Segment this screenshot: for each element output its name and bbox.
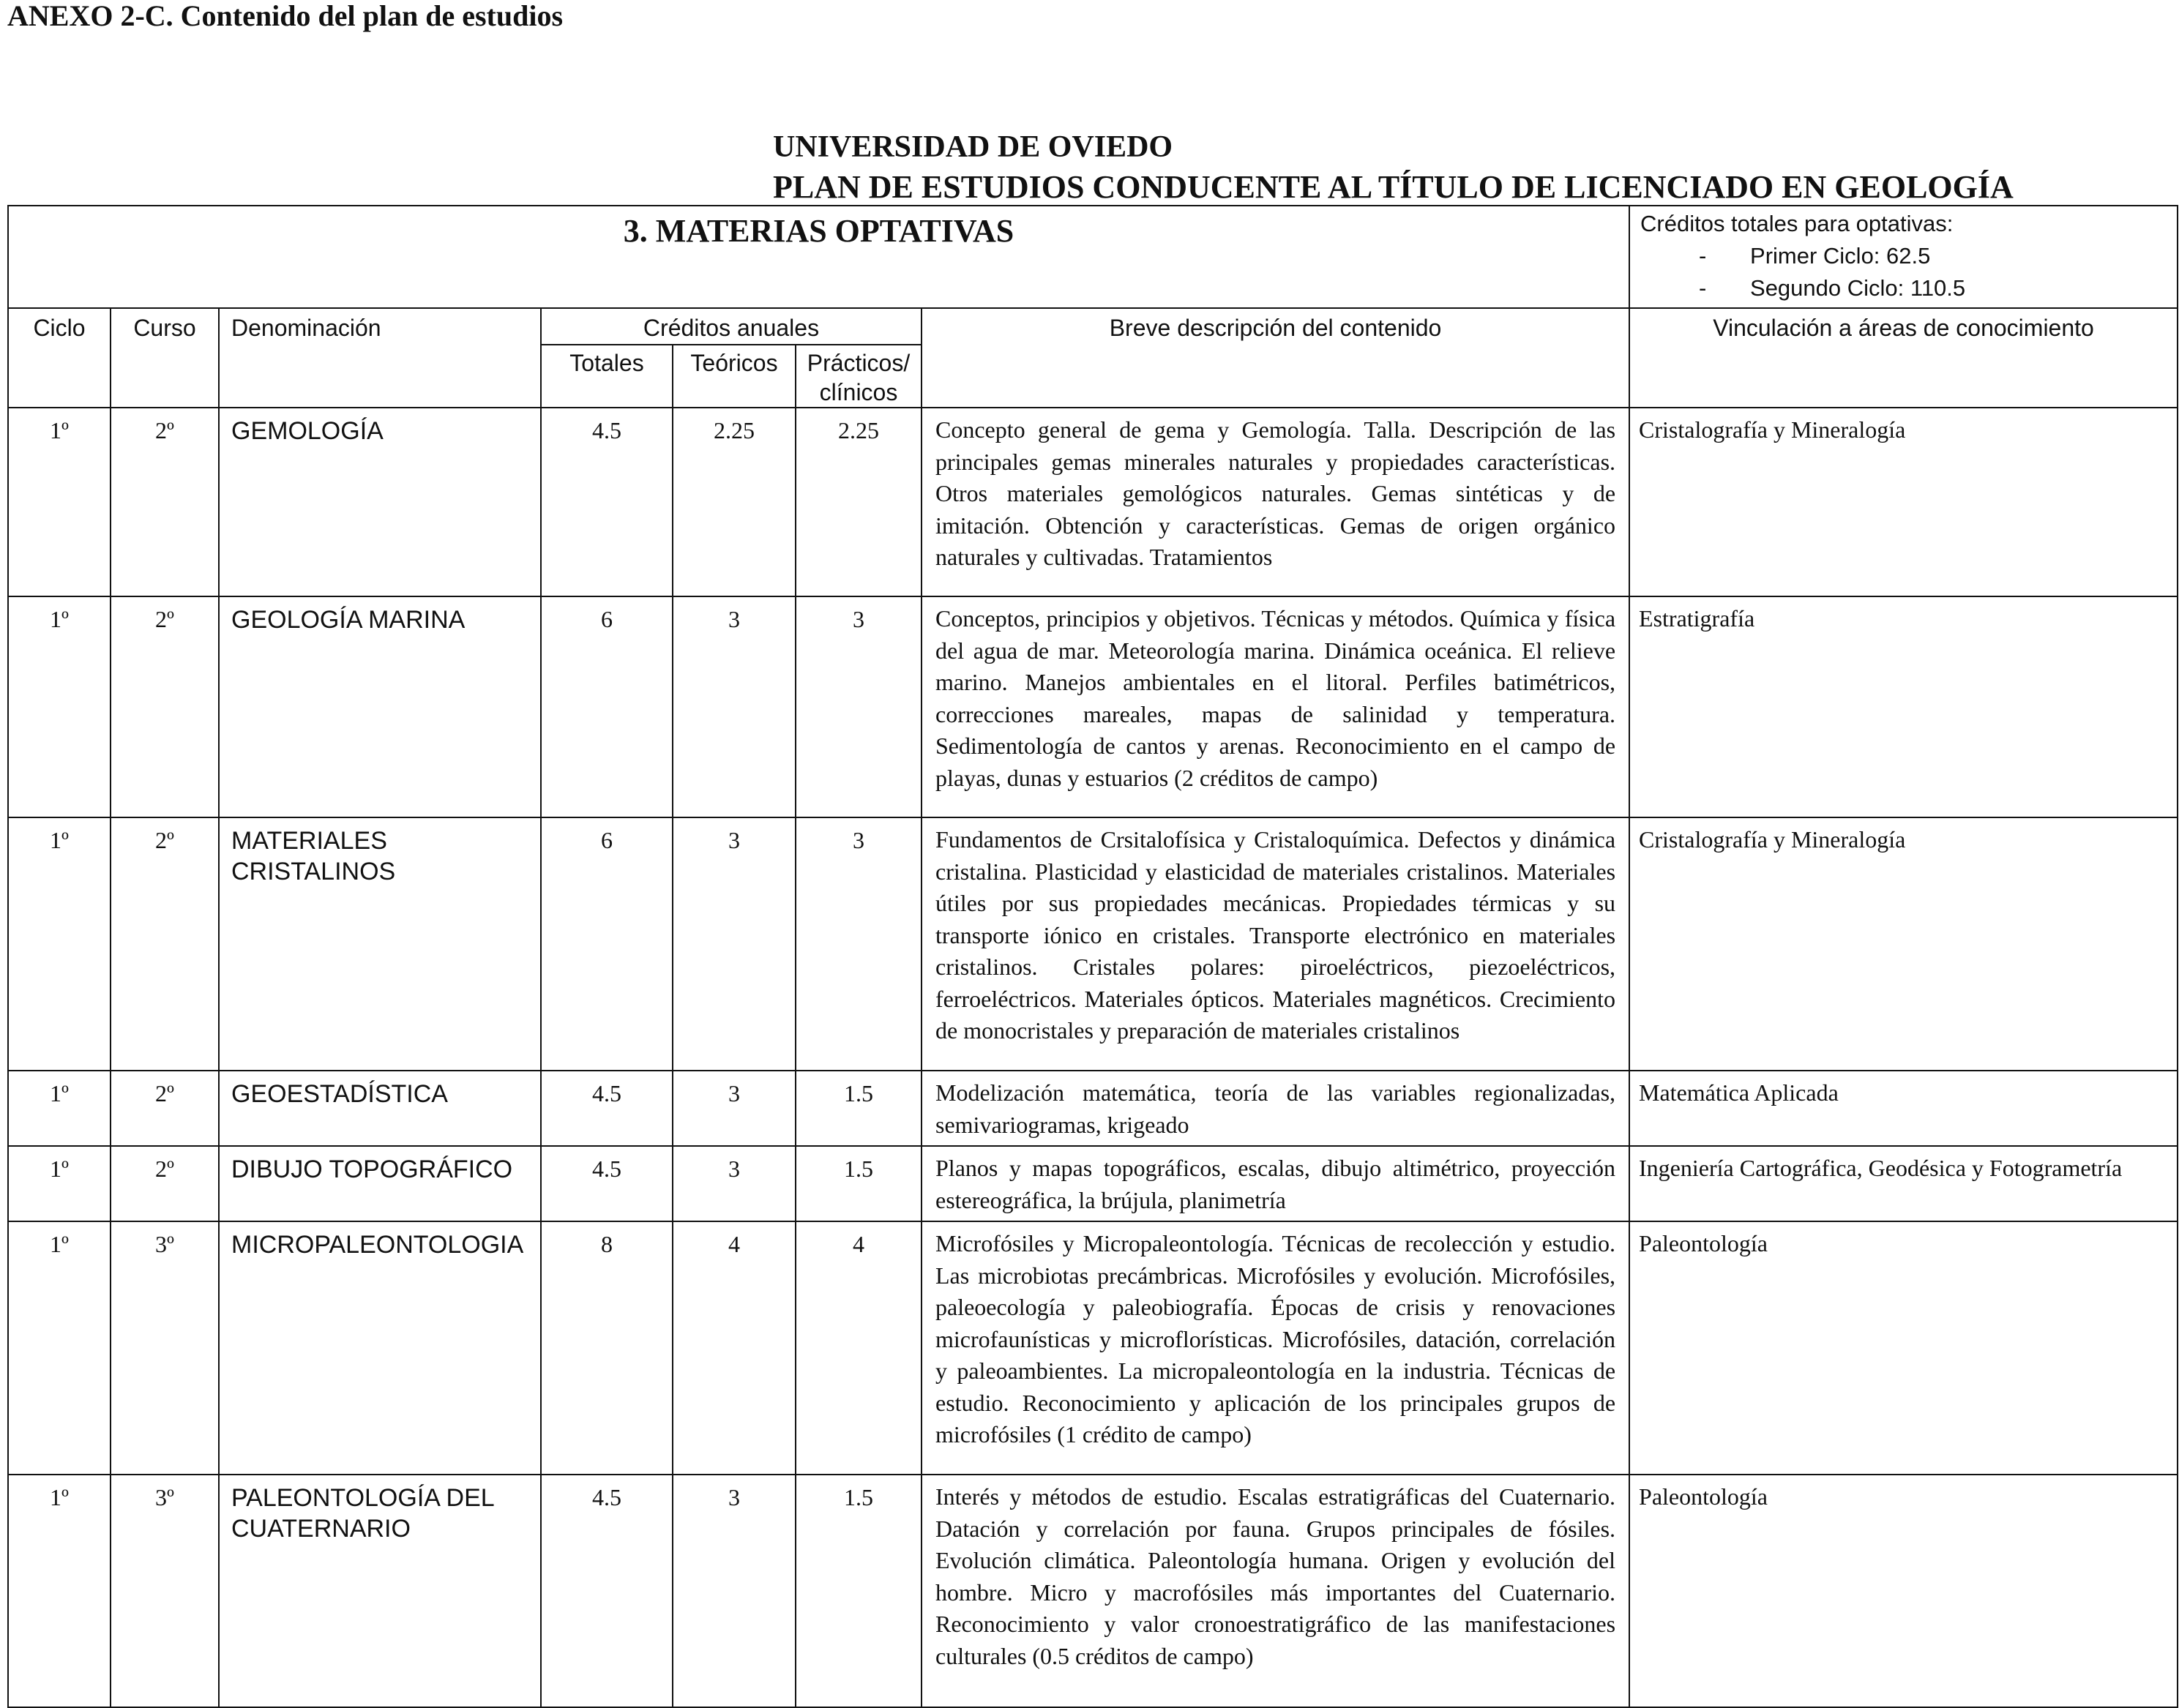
col-header-practicos: Prácticos/ clínicos (796, 345, 922, 408)
cell-curso: 2º (111, 596, 219, 817)
cell-totales: 4.5 (541, 1475, 673, 1707)
plan-title: PLAN DE ESTUDIOS CONDUCENTE AL TÍTULO DE LICENCIADO EN GEOLOGÍA (773, 169, 2014, 205)
annex-title: ANEXO 2-C. Contenido del plan de estudios (7, 0, 564, 32)
cell-curso: 2º (111, 408, 219, 596)
cell-ciclo: 1º (8, 817, 111, 1071)
credits-summary-label: Créditos totales para optativas: (1640, 211, 1954, 236)
list-dash: - (1699, 243, 1707, 269)
cell-vinculacion: Paleontología (1629, 1475, 2178, 1707)
cell-totales: 4.5 (541, 408, 673, 596)
credits-second-cycle (1640, 272, 2167, 304)
column-header-row (8, 308, 2178, 345)
table-row (8, 1146, 2178, 1221)
optional-subjects-table (7, 205, 2178, 1708)
table-row (8, 408, 2178, 596)
cell-vinculacion: Ingeniería Cartográfica, Geodésica y Fotogrametría (1629, 1146, 2178, 1221)
cell-curso: 3º (111, 1475, 219, 1707)
credits-first-cycle (1640, 240, 2167, 272)
cell-teoricos: 2.25 (673, 408, 796, 596)
table-row (8, 1071, 2178, 1146)
cell-curso: 2º (111, 1146, 219, 1221)
cell-vinculacion: Estratigrafía (1629, 596, 2178, 817)
credits-second-cycle-text: Segundo Ciclo: 110.5 (1750, 275, 1966, 301)
col-header-curso: Curso (111, 308, 219, 408)
col-header-creditos: Créditos anuales (541, 308, 922, 345)
cell-teoricos: 3 (673, 1146, 796, 1221)
col-header-teoricos: Teóricos (673, 345, 796, 408)
cell-descripcion: Interés y métodos de estudio. Escalas estratigráficas del Cuaternario. Datación y correlación por fauna. Grupos principales de fósiles. Evolución climática. Paleontología humana. Origen y evolución del hombre. Micro y macrofósiles más importantes del Cuaternario. Reconocimiento y valor cronoestratigráfico de las manifestaciones culturales (0.5 créditos de campo) (922, 1475, 1629, 1707)
cell-denominacion: MATERIALES CRISTALINOS (219, 817, 541, 1071)
cell-denominacion: MICROPALEONTOLOGIA (219, 1221, 541, 1475)
cell-ciclo: 1º (8, 408, 111, 596)
university-name: UNIVERSIDAD DE OVIEDO (773, 130, 1173, 164)
cell-totales: 8 (541, 1221, 673, 1475)
cell-practicos: 3 (796, 596, 922, 817)
cell-denominacion: GEMOLOGÍA (219, 408, 541, 596)
cell-practicos: 3 (796, 817, 922, 1071)
col-header-descripcion: Breve descripción del contenido (922, 308, 1629, 408)
cell-ciclo: 1º (8, 1071, 111, 1146)
cell-vinculacion: Paleontología (1629, 1221, 2178, 1475)
cell-descripcion: Planos y mapas topográficos, escalas, dibujo altimétrico, proyección estereográfica, la brújula, planimetría (922, 1146, 1629, 1221)
section-title: 3. MATERIAS OPTATIVAS (8, 206, 1629, 308)
cell-vinculacion: Cristalografía y Mineralogía (1629, 817, 2178, 1071)
cell-curso: 2º (111, 817, 219, 1071)
cell-descripcion: Concepto general de gema y Gemología. Talla. Descripción de las principales gemas minerales naturales y propiedades características. Otros materiales gemológicos naturales. Gemas sintéticas y de imitación. Obtención y características. Gemas de origen orgánico naturales y cultivadas. Tratamientos (922, 408, 1629, 596)
cell-totales: 4.5 (541, 1071, 673, 1146)
table-row (8, 1221, 2178, 1475)
col-header-totales: Totales (541, 345, 673, 408)
cell-totales: 6 (541, 817, 673, 1071)
cell-totales: 4.5 (541, 1146, 673, 1221)
cell-teoricos: 3 (673, 596, 796, 817)
cell-denominacion: GEOLOGÍA MARINA (219, 596, 541, 817)
cell-practicos: 2.25 (796, 408, 922, 596)
cell-vinculacion: Matemática Aplicada (1629, 1071, 2178, 1146)
credits-summary (1629, 206, 2178, 308)
col-header-denominacion: Denominación (219, 308, 541, 408)
table-row (8, 596, 2178, 817)
table-row (8, 817, 2178, 1071)
cell-teoricos: 3 (673, 1475, 796, 1707)
cell-ciclo: 1º (8, 1475, 111, 1707)
col-header-vinculacion: Vinculación a áreas de conocimiento (1629, 308, 2178, 408)
cell-ciclo: 1º (8, 1146, 111, 1221)
cell-teoricos: 3 (673, 1071, 796, 1146)
cell-teoricos: 3 (673, 817, 796, 1071)
cell-descripcion: Microfósiles y Micropaleontología. Técnicas de recolección y estudio. Las microbiotas precámbricas. Microfósiles y evolución. Microfósiles, paleoecología y paleobiografía. Épocas de crisis y renovaciones microfaunísticas y microflorísticas. Microfósiles, datación, correlación y paleoambientes. La micropaleontología en la industria. Técnicas de estudio. Reconocimiento y aplicación de los principales grupos de microfósiles (1 crédito de campo) (922, 1221, 1629, 1475)
cell-curso: 2º (111, 1071, 219, 1146)
credits-first-cycle-text: Primer Ciclo: 62.5 (1750, 243, 1931, 269)
cell-descripcion: Fundamentos de Crsitalofísica y Cristaloquímica. Defectos y dinámica cristalina. Plasticidad y elasticidad de materiales cristalinos. Materiales útiles por sus propiedades mecánicas. Propiedades térmicas y su transporte iónico en cristales. Transporte electrónico en materiales cristalinos. Cristales polares: piroeléctricos, piezoeléctricos, ferroeléctricos. Materiales ópticos. Materiales magnéticos. Crecimiento de monocristales y preparación de materiales cristalinos (922, 817, 1629, 1071)
cell-totales: 6 (541, 596, 673, 817)
cell-denominacion: DIBUJO TOPOGRÁFICO (219, 1146, 541, 1221)
cell-practicos: 1.5 (796, 1475, 922, 1707)
cell-denominacion: GEOESTADÍSTICA (219, 1071, 541, 1146)
cell-denominacion: PALEONTOLOGÍA DEL CUATERNARIO (219, 1475, 541, 1707)
cell-descripcion: Conceptos, principios y objetivos. Técnicas y métodos. Química y física del agua de mar. Meteorología marina. Dinámica oceánica. El relieve marino. Manejos ambientales en el litoral. Perfiles batimétricos, correcciones mareales, mapas de salinidad y temperatura. Sedimentología de cantos y arenas. Reconocimiento en el campo de playas, dunas y estuarios (2 créditos de campo) (922, 596, 1629, 817)
cell-practicos: 1.5 (796, 1146, 922, 1221)
section-header-row (8, 206, 2178, 308)
cell-teoricos: 4 (673, 1221, 796, 1475)
cell-ciclo: 1º (8, 596, 111, 817)
table-row (8, 1475, 2178, 1707)
list-dash: - (1699, 275, 1707, 301)
col-header-ciclo: Ciclo (8, 308, 111, 408)
cell-curso: 3º (111, 1221, 219, 1475)
cell-practicos: 1.5 (796, 1071, 922, 1146)
cell-vinculacion: Cristalografía y Mineralogía (1629, 408, 2178, 596)
cell-ciclo: 1º (8, 1221, 111, 1475)
cell-practicos: 4 (796, 1221, 922, 1475)
cell-descripcion: Modelización matemática, teoría de las variables regionalizadas, semivariogramas, krigeado (922, 1071, 1629, 1146)
